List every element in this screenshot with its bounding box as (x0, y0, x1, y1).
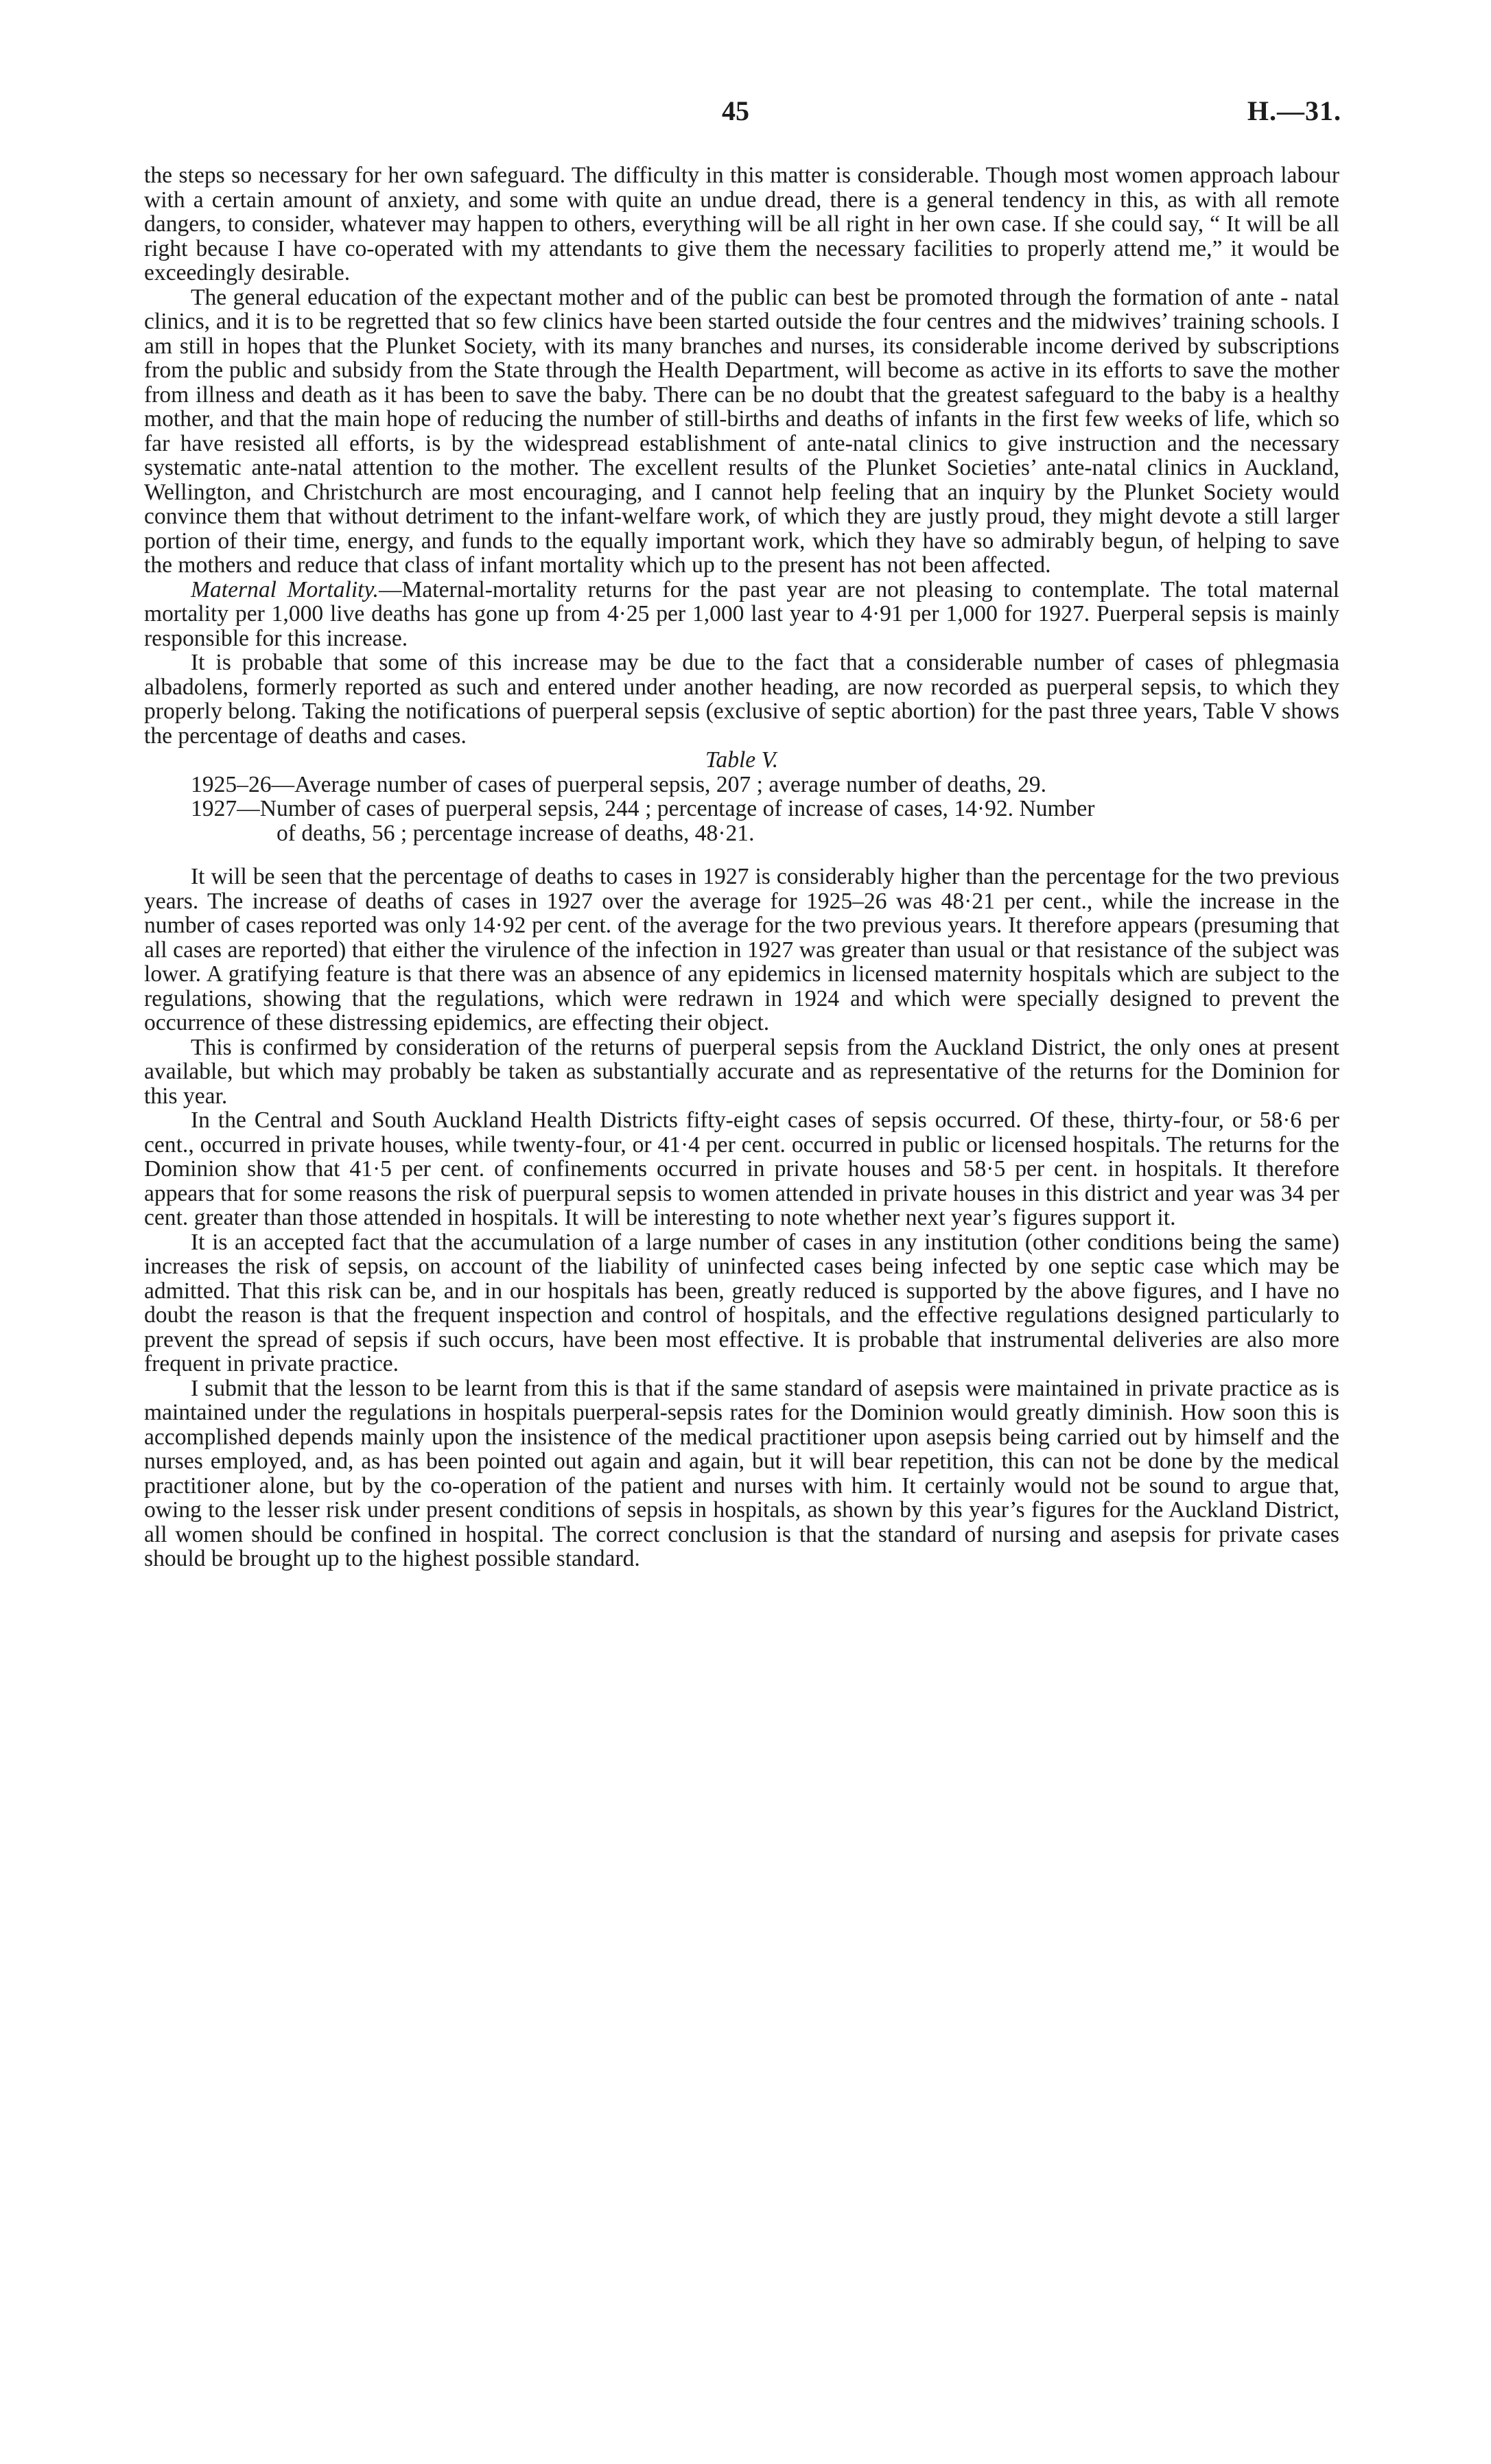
table-entry (191, 797, 1339, 845)
table-entry-text: 1927—Number of cases of puerperal sepsis, 244 ; percentage of increase of cases, 14·92. Number (191, 796, 1095, 821)
paragraph: In the Central and South Auckland Health Districts fifty-eight cases of sepsis occurred. Of these, thirty-four, or 58·6 per cent., occurred in private houses, while twenty-four, or 41·4 per cent. occurred in public or licensed hospitals. The returns for the Dominion show that 41·5 per cent. of confinements occurred in private houses and 58·5 per cent. in hospitals. It therefore appears that for some reasons the risk of puerpural sepsis to women attended in private houses in this district and year was 34 per cent. greater than those attended in hospitals. It will be interesting to note whether next year’s figures support it. (144, 1107, 1339, 1230)
paragraph: the steps so necessary for her own safeguard. The difficulty in this matter is considerable. Though most women approach labour with a certain amount of anxiety, and some with quite an undue dread, there is a general tendency in this, as with all remote dangers, to consider, whatever may happen to others, everything will be all right in her own case. If she could say, “ It will be all right because I have co-operated with my attendants to give them the necessary facilities to properly attend me,” it would be exceedingly desirable. (144, 163, 1339, 285)
paragraph: I submit that the lesson to be learnt from this is that if the same standard of asepsis were maintained in private practice as is maintained under the regulations in hospitals puerperal-sepsis rates for the Dominion would greatly diminish. How soon this is accomplished depends mainly upon the insistence of the medical practitioner upon asepsis being carried out by himself and the nurses employed, and, as has been pointed out again and again, but it will bear repetition, this can not be done by the medical practitioner alone, but by the co-operation of the patient and nurses with him. It certainly would not be sound to argue that, owing to the lesser risk under present conditions of sepsis in hospitals, as shown by this year’s figures for the Auckland District, all women should be confined in hospital. The correct conclusion is that the standard of nursing and asepsis for private cases should be brought up to the highest possible standard. (144, 1375, 1339, 1571)
section-heading: Maternal Mortality. (191, 576, 379, 602)
paragraph: The general education of the expectant mother and of the public can best be promoted through the formation of ante - natal clinics, and it is to be regretted that so few clinics have been started outside the four centres and the midwives’ training schools. I am still in hopes that the Plunket Society, with its many branches and nurses, its considerable income derived by subscriptions from the public and subsidy from the State through the Health Department, will become as active in its efforts to save the mother from illness and death as it has been to save the baby. There can be no doubt that the greatest safeguard to the baby is a healthy mother, and that the main hope of reducing the number of still-births and deaths of infants in the first few weeks of life, which so far have resisted all efforts, is by the widespread establishment of ante-natal clinics to give instruction and the necessary systematic ante-natal attention to the mother. The excellent results of the Plunket Societies’ ante-natal clinics in Auckland, Wellington, and Christchurch are most encouraging, and I cannot help feeling that an inquiry by the Plunket Society would convince them that without detriment to the infant-welfare work, of which they are justly proud, they might devote a still larger portion of their time, energy, and funds to the equally important work, which they have so admirably begun, of helping to save the mothers and reduce that class of infant mortality which up to the present has not been affected. (144, 284, 1339, 578)
paragraph-maternal-mortality (144, 578, 1339, 651)
page-number: 45 (722, 95, 749, 126)
paragraph: It is probable that some of this increase may be due to the fact that a considerable number of cases of phlegmasia albadolens, formerly reported as such and entered under another heading, are now recorded as puerperal sepsis, to which they properly belong. Taking the notifications of puerperal sepsis (exclusive of septic abortion) for the past three years, Table V shows the percentage of deaths and cases. (144, 650, 1339, 749)
table-entry: 1925–26—Average number of cases of puerperal sepsis, 207 ; average number of deaths, 29. (191, 771, 1046, 797)
body-text (144, 163, 1339, 1571)
paragraph-text: —Maternal-mortality returns for the past year are not pleasing to contemplate. The total maternal mortality per 1,000 live deaths has gone up from 4·25 per 1,000 last year to 4·91 per 1,000 for 1927. Puerperal sepsis is mainly responsible for this increase. (144, 576, 1339, 651)
table-entry-continuation: of deaths, 56 ; percentage increase of deaths, 48·21. (277, 820, 755, 846)
page-header (0, 95, 1491, 136)
paragraph: It will be seen that the percentage of deaths to cases in 1927 is considerably higher than the percentage for the two previous years. The increase of deaths of cases in 1927 over the average for 1925–26 was 48·21 per cent., while the increase in the number of cases reported was only 14·92 per cent. of the average for the two previous years. It therefore appears (presuming that all cases are reported) that either the virulence of the infection in 1927 was greater than usual or that resistance of the subject was lower. A gratifying feature is that there was an absence of any epidemics in licensed maternity hospitals which are subject to the regulations, showing that the regulations, which were redrawn in 1924 and which were specially designed to prevent the occurrence of these distressing epidemics, are effecting their object. (144, 864, 1339, 1035)
paragraph: This is confirmed by consideration of the returns of puerperal sepsis from the Auckland District, the only ones at present available, but which may probably be taken as substantially accurate and as representative of the returns for the Dominion for this year. (144, 1034, 1339, 1109)
paragraph: It is an accepted fact that the accumulation of a large number of cases in any institution (other conditions being the same) increases the risk of sepsis, on account of the liability of uninfected cases being infected by one septic case which may be admitted. That this risk can be, and in our hospitals has been, greatly reduced is supported by the above figures, and I have no doubt the reason is that the frequent inspection and control of hospitals, and the effective regulations designed particularly to prevent the spread of sepsis if such occurs, have been most effective. It is probable that instrumental deliveries are also more frequent in private practice. (144, 1229, 1339, 1376)
table-title: Table V. (705, 747, 779, 773)
report-code: H.—31. (1247, 95, 1341, 126)
